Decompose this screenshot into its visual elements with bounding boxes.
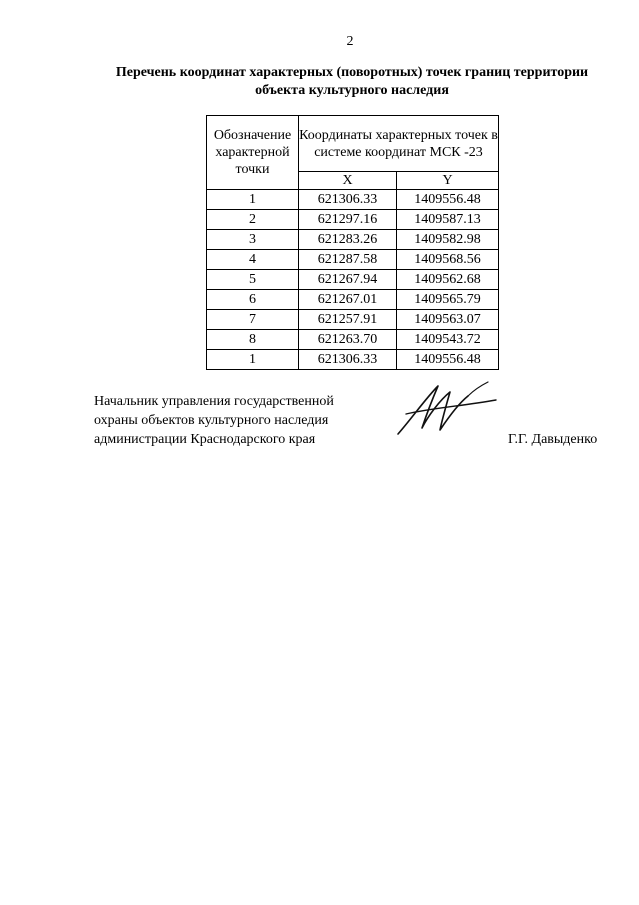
point-cell: 7 bbox=[207, 310, 299, 330]
point-cell: 2 bbox=[207, 210, 299, 230]
x-cell: 621287.58 bbox=[299, 250, 397, 270]
y-cell: 1409587.13 bbox=[397, 210, 499, 230]
x-cell: 621306.33 bbox=[299, 350, 397, 370]
y-cell: 1409563.07 bbox=[397, 310, 499, 330]
table-row bbox=[207, 210, 499, 230]
table-row bbox=[207, 190, 499, 210]
point-cell: 8 bbox=[207, 330, 299, 350]
table-row bbox=[207, 350, 499, 370]
y-cell: 1409582.98 bbox=[397, 230, 499, 250]
point-cell: 1 bbox=[207, 190, 299, 210]
x-cell: 621263.70 bbox=[299, 330, 397, 350]
position-line: администрации Краснодарского края bbox=[94, 432, 316, 447]
x-cell: 621283.26 bbox=[299, 230, 397, 250]
table-row bbox=[207, 230, 499, 250]
header-y: Y bbox=[397, 172, 499, 190]
coordinates-table bbox=[206, 115, 499, 370]
table-row bbox=[207, 330, 499, 350]
header-coordinates: Координаты характерных точек в системе координат МСК -23 bbox=[299, 116, 499, 172]
table-row bbox=[207, 250, 499, 270]
x-cell: 621267.94 bbox=[299, 270, 397, 290]
signatory-position bbox=[94, 392, 394, 449]
x-cell: 621267.01 bbox=[299, 290, 397, 310]
y-cell: 1409556.48 bbox=[397, 350, 499, 370]
page-number: 2 bbox=[346, 34, 354, 49]
point-cell: 3 bbox=[207, 230, 299, 250]
position-line: Начальник управления государственной bbox=[94, 394, 334, 409]
handwritten-signature bbox=[392, 378, 502, 440]
y-cell: 1409568.56 bbox=[397, 250, 499, 270]
x-cell: 621297.16 bbox=[299, 210, 397, 230]
header-x: X bbox=[299, 172, 397, 190]
signatory-name: Г.Г. Давыденко bbox=[508, 432, 598, 447]
table-row bbox=[207, 270, 499, 290]
document-title: Перечень координат характерных (поворотных) точек границ территории объекта культурного наследия bbox=[115, 65, 589, 98]
x-cell: 621257.91 bbox=[299, 310, 397, 330]
point-cell: 5 bbox=[207, 270, 299, 290]
y-cell: 1409562.68 bbox=[397, 270, 499, 290]
x-cell: 621306.33 bbox=[299, 190, 397, 210]
header-point-designation: Обозначение характерной точки bbox=[207, 116, 299, 190]
y-cell: 1409556.48 bbox=[397, 190, 499, 210]
y-cell: 1409565.79 bbox=[397, 290, 499, 310]
table-row bbox=[207, 290, 499, 310]
point-cell: 6 bbox=[207, 290, 299, 310]
point-cell: 4 bbox=[207, 250, 299, 270]
position-line: охраны объектов культурного наследия bbox=[94, 413, 329, 428]
table-row bbox=[207, 310, 499, 330]
y-cell: 1409543.72 bbox=[397, 330, 499, 350]
point-cell: 1 bbox=[207, 350, 299, 370]
